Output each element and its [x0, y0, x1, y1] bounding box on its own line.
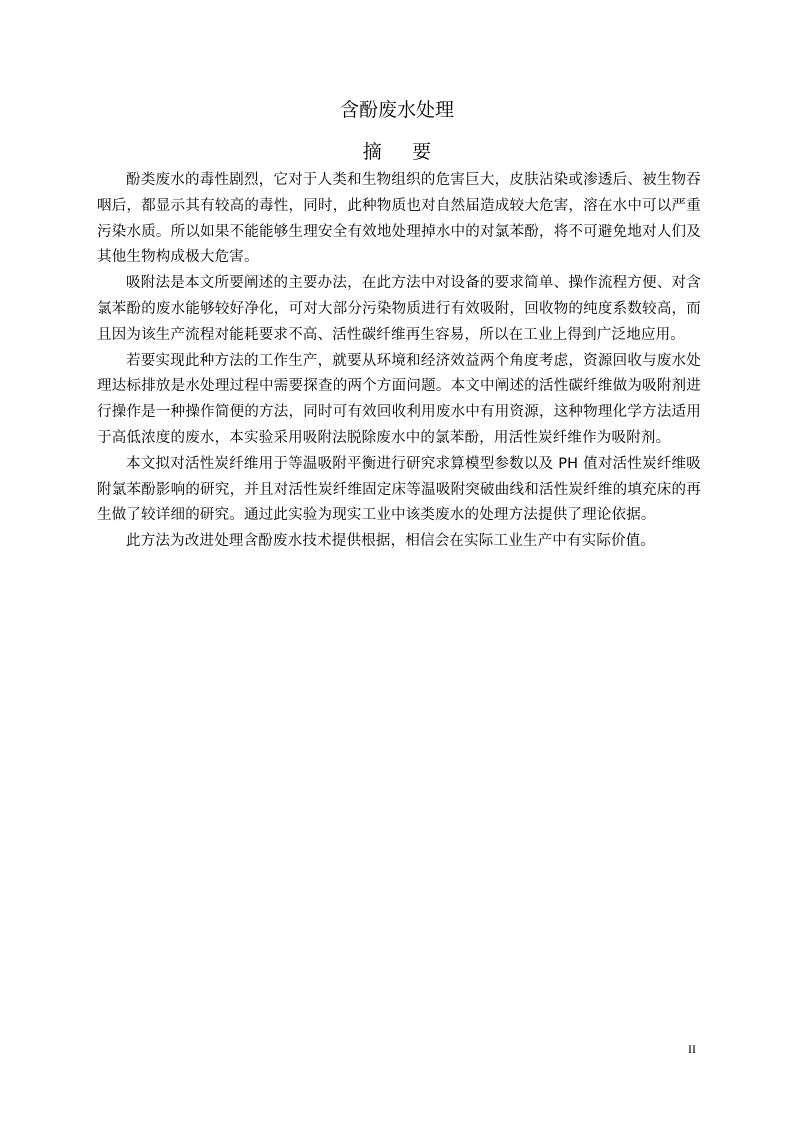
page-title: 含酚废水处理 — [339, 99, 454, 121]
abstract-paragraph: 本文拟对活性炭纤维用于等温吸附平衡进行研究求算模型参数以及 PH 值对活性炭纤维吸附氯苯酚影响的研究，并且对活性炭纤维固定床等温吸附突破曲线和活性炭纤维的填充床的再生做了较详细的研究。通过此实验为现实工业中该类废水的处理方法提供了理论依据。 — [97, 455, 701, 524]
abstract-paragraph: 吸附法是本文所要阐述的主要办法，在此方法中对设备的要求简单、操作流程方便、对含氯苯酚的废水能够较好净化，可对大部分污染物质进行有效吸附，回收物的纯度系数较高，而且因为该生产流程对能耗要求不高、活性碳纤维再生容易，所以在工业上得到广泛地应用。 — [97, 275, 701, 343]
page-number: II — [688, 1042, 696, 1056]
abstract-paragraph: 酚类废水的毒性剧烈，它对于人类和生物组织的危害巨大，皮肤沾染或渗透后、被生物吞咽后，都显示其有较高的毒性，同时，此种物质也对自然届造成较大危害，溶在水中可以严重污染水质。所以如果不能能够生理安全有效地处理掉水中的对氯苯酚，将不可避免地对人们及其他生物构成极大危害。 — [97, 172, 701, 266]
abstract-body — [97, 168, 701, 555]
abstract-paragraph: 此方法为改进处理含酚废水技术提供根据，相信会在实际工业生产中有实际价值。 — [126, 533, 656, 550]
abstract-heading: 摘要 — [362, 141, 462, 163]
abstract-paragraph: 若要实现此种方法的工作生产，就要从环境和经济效益两个角度考虑，资源回收与废水处理达标排放是水处理过程中需要探查的两个方面问题。本文中阐述的活性碳纤维做为吸附剂进行操作是一种操作简便的方法，同时可有效回收利用废水中有用资源，这种物理化学方法适用于高低浓度的废水，本实验采用吸附法脱除废水中的氯苯酚，用活性炭纤维作为吸附剂。 — [97, 352, 701, 446]
